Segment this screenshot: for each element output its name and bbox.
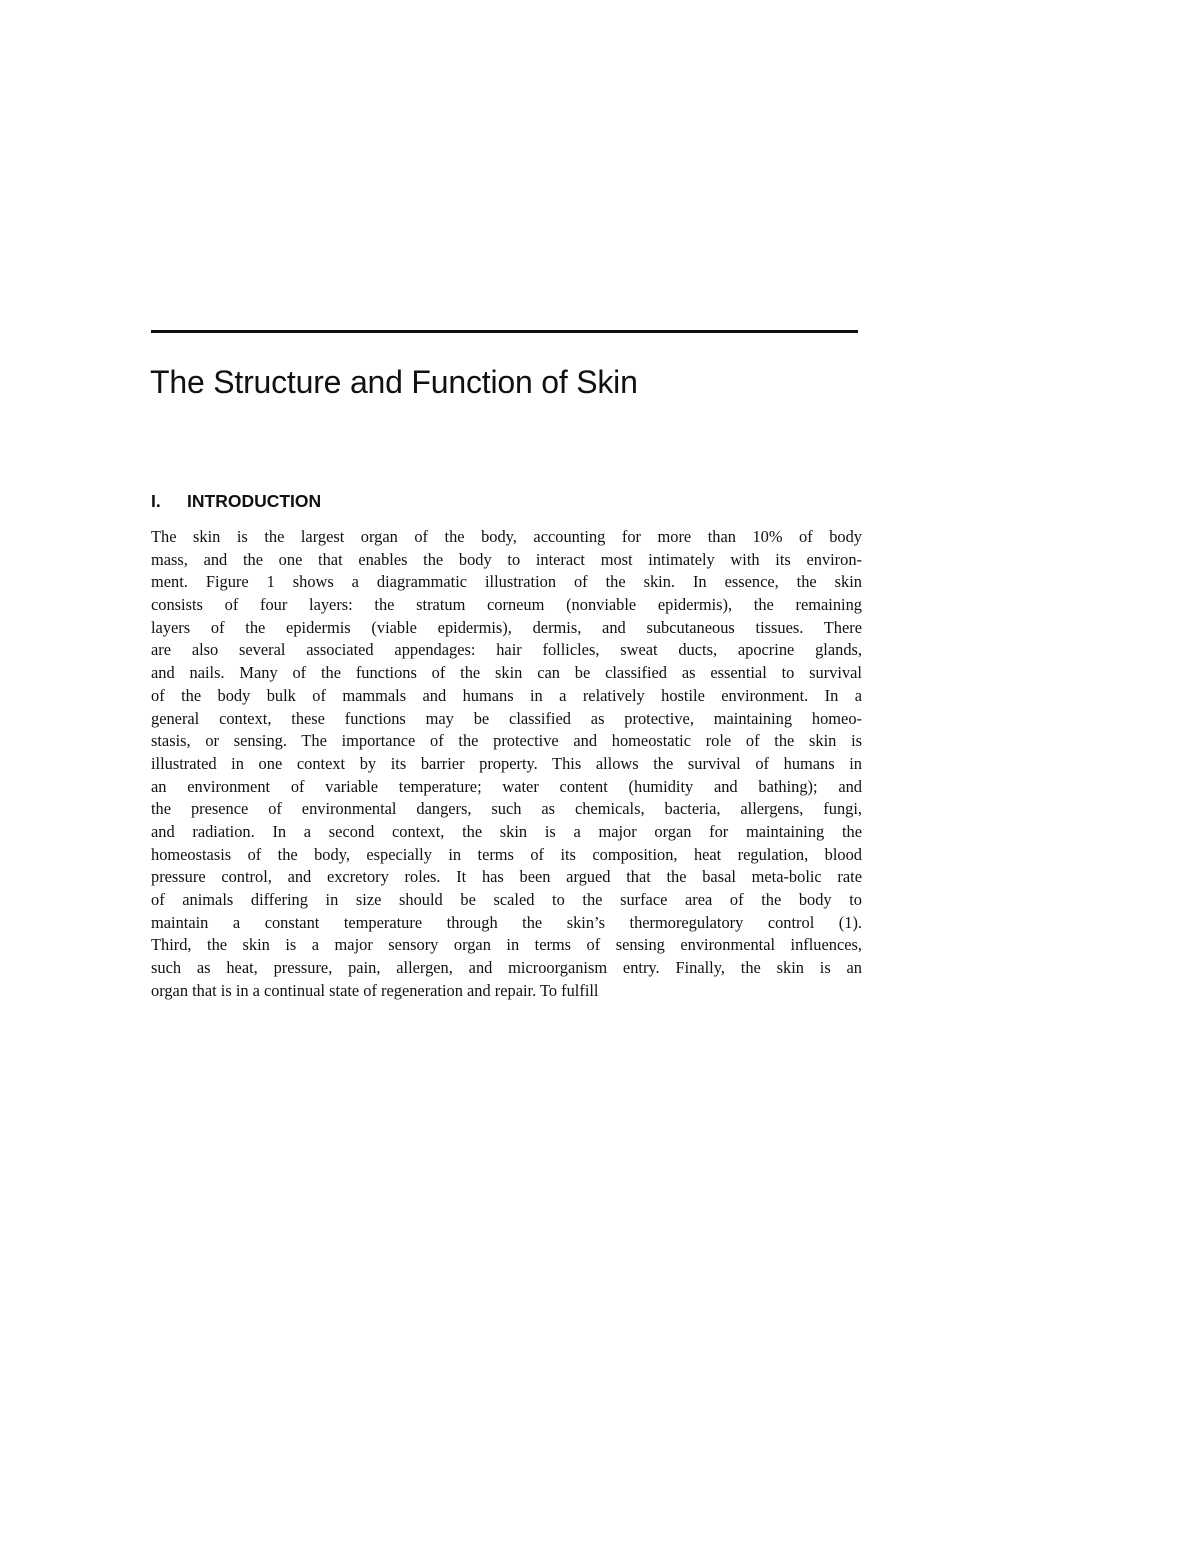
title-rule [151,330,858,333]
paragraph-line: mass, and the one that enables the body to interact most intimately with its environ- [151,549,862,569]
chapter-title: The Structure and Function of Skin [150,364,638,400]
paragraph-line: layers of the epidermis (viable epidermis), dermis, and subcutaneous tissues. There [151,617,862,637]
paragraph-line: the presence of environmental dangers, such as chemicals, bacteria, allergens, fungi, [151,799,862,819]
paragraph-line: such as heat, pressure, pain, allergen, and microorganism entry. Finally, the skin is an [151,958,862,978]
paragraph-line: of the body bulk of mammals and humans in a relatively hostile environment. In a [151,685,862,705]
paragraph-line: and radiation. In a second context, the skin is a major organ for maintaining the [151,821,862,841]
section-number: I. [151,491,161,511]
paragraph-line: The skin is the largest organ of the body, accounting for more than 10% of body [151,527,862,546]
paragraph-line: illustrated in one context by its barrier property. This allows the survival of humans in [151,753,862,773]
paragraph-line: are also several associated appendages: hair follicles, sweat ducts, apocrine glands, [151,640,862,660]
paragraph-line: consists of four layers: the stratum corneum (nonviable epidermis), the remaining [151,595,862,615]
paragraph-line: ment. Figure 1 shows a diagrammatic illustration of the skin. In essence, the skin [151,572,862,592]
paragraph-line: an environment of variable temperature; water content (humidity and bathing); and [151,776,862,796]
paragraph-line: homeostasis of the body, especially in terms of its composition, heat regulation, blood [151,844,862,864]
paragraph-line: stasis, or sensing. The importance of the protective and homeostatic role of the skin is [151,731,862,751]
body-paragraph [151,526,862,1002]
paragraph-line: organ that is in a continual state of regeneration and repair. To fulfill [151,980,599,1000]
paragraph-line: maintain a constant temperature through the skin’s thermoregulatory control (1). [151,912,862,932]
section-heading [151,490,321,512]
paragraph-line: and nails. Many of the functions of the skin can be classified as essential to survival [151,663,862,683]
paragraph-line: Third, the skin is a major sensory organ in terms of sensing environmental influences, [151,935,862,955]
paragraph-line: general context, these functions may be classified as protective, maintaining homeo- [151,708,862,728]
section-title: INTRODUCTION [187,491,322,511]
paragraph-line: pressure control, and excretory roles. It has been argued that the basal meta-bolic rate [151,867,862,887]
paragraph-line: of animals differing in size should be scaled to the surface area of the body to [151,890,862,909]
